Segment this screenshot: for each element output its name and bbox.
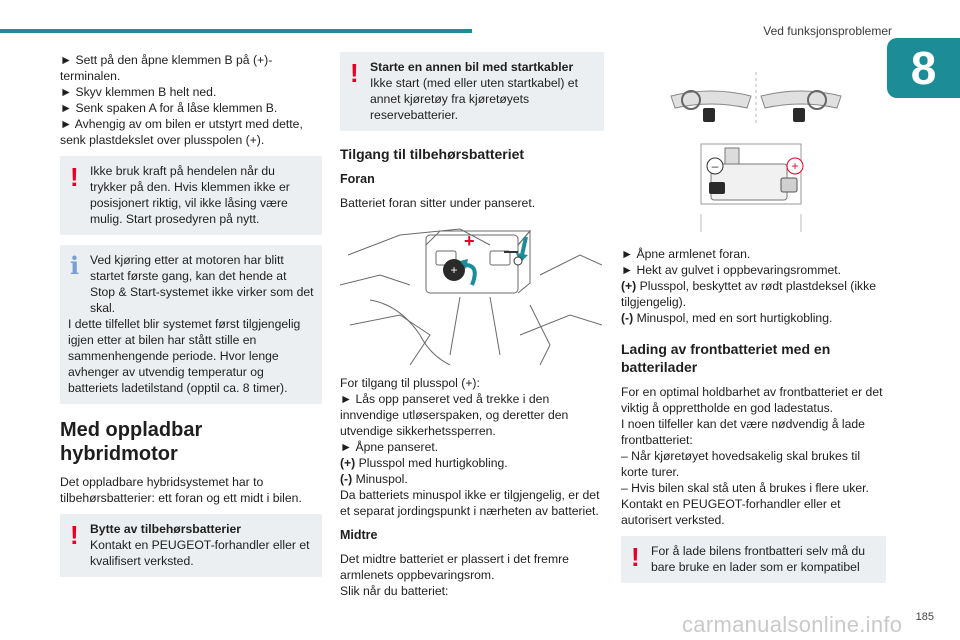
info-text: I dette tilfellet blir systemet først tilgjengelig igjen etter at bilen har stått stille en sammenhengende periode. Hvor lenge avhenger av utvendig temperatur og batteriets ladetilstand (opptil ca. 8 timer). — [68, 317, 301, 395]
plus-terminal-line — [340, 455, 604, 471]
body-text: I noen tilfeller kan det være nødvendig å lade frontbatteriet: — [621, 417, 865, 447]
warning-icon: ! — [70, 162, 79, 192]
plus-terminal-line — [621, 278, 886, 310]
intro-text: Det oppladbare hybridsystemet har to tilbehørsbatterier: ett foran og ett midt i bilen. — [60, 475, 302, 505]
minus-label: (-) — [340, 472, 353, 486]
middle-text: Det midtre batteriet er plassert i det fremre armlenets oppbevaringsrom. — [340, 552, 569, 582]
header-accent-line — [0, 29, 472, 33]
minus-terminal-line — [621, 310, 886, 326]
step-item: ► Hekt av gulvet i oppbevaringsrommet. — [621, 263, 842, 277]
warning-title: Bytte av tilbehørsbatterier — [90, 522, 242, 536]
warning-box — [621, 536, 886, 583]
warning-icon: ! — [350, 58, 359, 88]
column-2 — [340, 52, 604, 599]
section-heading: Tilgang til tilbehørsbatteriet — [340, 146, 525, 162]
section-heading: Med oppladbar hybridmotor — [60, 419, 203, 465]
minus-terminal-line — [340, 471, 604, 487]
warning-icon: ! — [631, 542, 640, 572]
svg-text:+: + — [791, 159, 799, 173]
section-title: Ved funksjonsproblemer — [763, 24, 892, 38]
svg-text:+: + — [450, 263, 458, 277]
step-item: ► Åpne panseret. — [340, 440, 439, 454]
minus-text: Minuspol. — [352, 472, 408, 486]
body-text: Kontakt en PEUGEOT-forhandler eller et autorisert verksted. — [621, 497, 841, 527]
front-battery-illustration — [340, 215, 602, 365]
warning-box — [340, 52, 604, 131]
info-text: Ved kjøring etter at motoren har blitt startet første gang, kan det hende at Stop & Start-systemet ikke virker som det skal. — [90, 253, 314, 315]
svg-text:+: + — [464, 231, 475, 251]
svg-text:–: – — [711, 159, 719, 173]
step-item: ► Åpne armlenet foran. — [621, 247, 751, 261]
chapter-badge: 8 — [887, 38, 960, 98]
column-3 — [621, 52, 886, 593]
warning-box — [60, 156, 322, 235]
body-text: For en optimal holdbarhet av frontbatteriet er det viktig å opprettholde en god ladestatus. — [621, 385, 883, 415]
reach-text: Slik når du batteriet: — [340, 584, 449, 598]
plus-text: Plusspol med hurtigkobling. — [355, 456, 508, 470]
page-number: 185 — [915, 611, 934, 623]
plus-text: Plusspol, beskyttet av rødt plastdeksel (ikke tilgjengelig). — [621, 279, 877, 309]
minus-text: Minuspol, med en sort hurtigkobling. — [633, 311, 833, 325]
plus-label: (+) — [621, 279, 637, 293]
subheading-middle: Midtre — [340, 528, 378, 542]
dash-item: – Når kjøretøyet hovedsakelig skal brukes til korte turer. — [621, 449, 861, 479]
ground-text: Da batteriets minuspol ikke er tilgjengelig, er det et separat jordingspunkt i nærheten av batteriet. — [340, 488, 600, 518]
plus-label: (+) — [340, 456, 356, 470]
warning-title: Starte en annen bil med startkabler — [370, 60, 574, 74]
warning-text: For å lade bilens frontbatteri selv må du bare bruke en lader som er kompatibel — [651, 544, 866, 574]
step-item: ► Skyv klemmen B helt ned. — [60, 85, 217, 99]
info-box — [60, 245, 322, 404]
access-intro: For tilgang til plusspol (+): — [340, 376, 480, 390]
warning-icon: ! — [70, 520, 79, 550]
warning-text: Kontakt en PEUGEOT-forhandler eller et kvalifisert verksted. — [90, 538, 310, 568]
step-item: ► Avhengig av om bilen er utstyrt med dette, senk plastdekslet over plusspolen (+). — [60, 117, 303, 147]
warning-text: Ikke bruk kraft på hendelen når du trykker på den. Hvis klemmen ikke er posisjonert riktig, vil ikke låsing være mulig. Start prosedyren på nytt. — [90, 164, 290, 226]
section-heading: Lading av frontbatteriet med en batterilader — [621, 341, 831, 375]
step-item: ► Lås opp panseret ved å trekke i den innvendige utløserspaken, og deretter den utvendige sikkerhetssperren. — [340, 392, 569, 438]
subheading-front: Foran — [340, 172, 375, 186]
watermark: carmanualsonline.info — [682, 612, 903, 637]
front-text: Batteriet foran sitter under panseret. — [340, 196, 536, 210]
middle-battery-illustration — [621, 64, 883, 236]
step-item: ► Sett på den åpne klemmen B på (+)-terminalen. — [60, 53, 273, 83]
info-icon: i — [70, 251, 80, 280]
column-1 — [60, 52, 322, 587]
warning-text: Ikke start (med eller uten startkabel) et annet kjøretøy fra kjøretøyets reservebatterier. — [370, 76, 578, 122]
step-item: ► Senk spaken A for å låse klemmen B. — [60, 101, 278, 115]
minus-label: (-) — [621, 311, 634, 325]
dash-item: – Hvis bilen skal stå uten å brukes i flere uker. — [621, 481, 869, 495]
warning-box — [60, 514, 322, 577]
